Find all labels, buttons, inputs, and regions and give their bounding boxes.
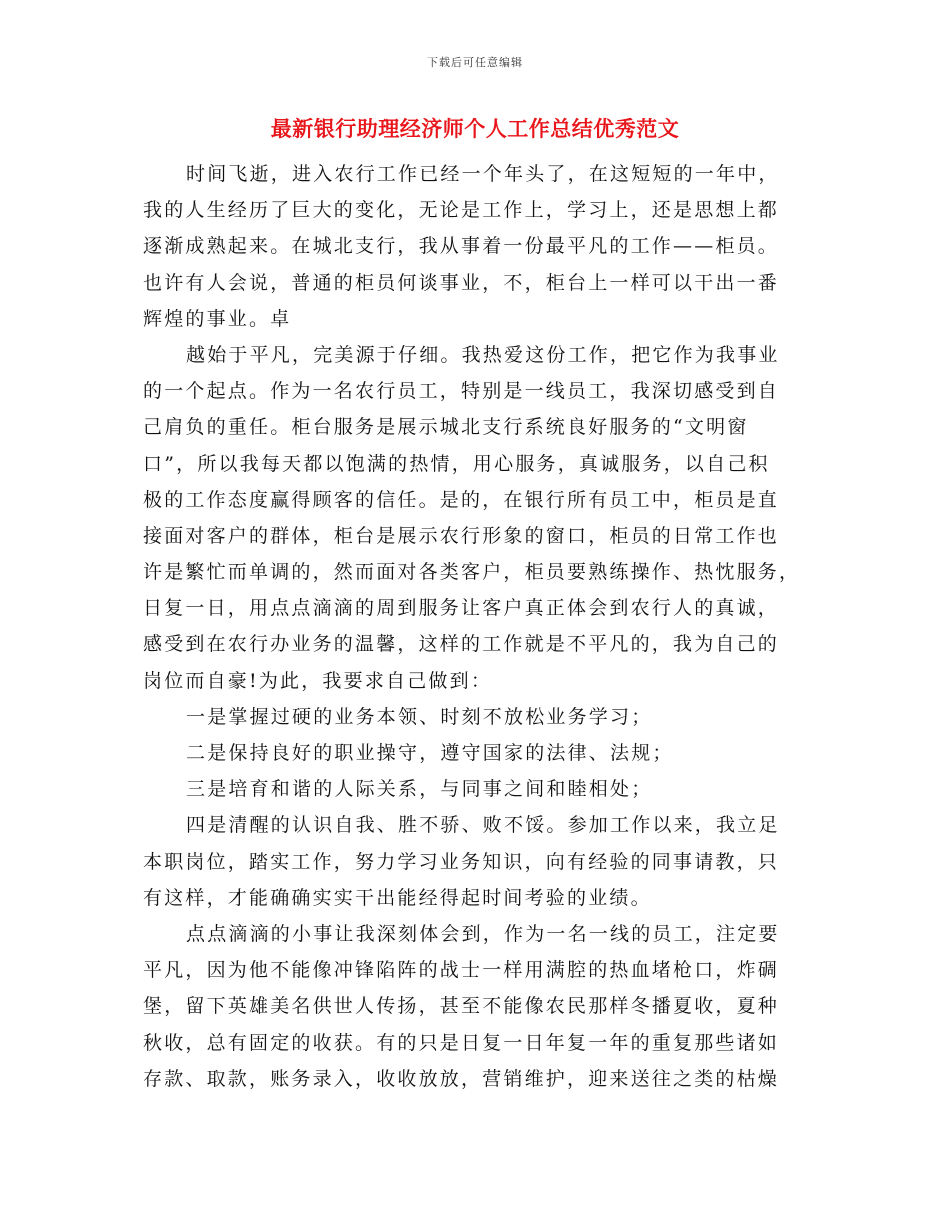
body-text-line: 秋收，总有固定的收获。有的只是日复一日年复一年的重复那些诸如 bbox=[143, 1031, 780, 1054]
body-text-line: 感受到在农行办业务的温馨，这样的工作就是不平凡的，我为自己的 bbox=[143, 633, 780, 656]
body-text-line: 平凡，因为他不能像冲锋陷阵的战士一样用满腔的热血堵枪口，炸碉 bbox=[143, 959, 780, 982]
document-title: 最新银行助理经济师个人工作总结优秀范文 bbox=[270, 117, 680, 141]
body-text-line: 岗位而自豪!为此，我要求自己做到： bbox=[143, 669, 493, 692]
body-text-line: 三是培育和谐的人际关系，与同事之间和睦相处； bbox=[186, 778, 653, 801]
body-text-line: 堡，留下英雄美名供世人传扬，甚至不能像农民那样冬播夏收，夏种 bbox=[143, 995, 780, 1018]
document-body bbox=[143, 156, 801, 1097]
body-text-line: 辉煌的事业。卓 bbox=[143, 307, 292, 330]
body-text-line: 时间飞逝，进入农行工作已经一个年头了，在这短短的一年中， bbox=[186, 163, 780, 185]
body-text-line: 本职岗位，踏实工作，努力学习业务知识，向有经验的同事请教，只 bbox=[143, 850, 780, 873]
header-note: 下载后可任意编辑 bbox=[427, 56, 523, 69]
body-text-line: 日复一日，用点点滴滴的周到服务让客户真正体会到农行人的真诚， bbox=[143, 597, 780, 620]
body-text-line: 点点滴滴的小事让我深刻体会到，作为一名一线的员工，注定要 bbox=[186, 922, 780, 945]
body-text-line: 我的人生经历了巨大的变化，无论是工作上，学习上，还是思想上都 bbox=[143, 199, 780, 222]
body-text-line: 己肩负的重任。柜台服务是展示城北支行系统良好服务的“文明窗 bbox=[143, 416, 749, 439]
body-text-line: 一是掌握过硬的业务本领、时刻不放松业务学习； bbox=[186, 705, 653, 728]
body-text-line: 的一个起点。作为一名农行员工，特别是一线员工，我深切感受到自 bbox=[143, 380, 780, 403]
body-text-line: 越始于平凡，完美源于仔细。我热爱这份工作，把它作为我事业 bbox=[186, 343, 780, 366]
body-text-line: 有这样，才能确确实实干出能经得起时间考验的业绩。 bbox=[143, 886, 652, 909]
body-text-line: 二是保持良好的职业操守，遵守国家的法律、法规； bbox=[186, 742, 674, 764]
body-text-line: 接面对客户的群体，柜台是展示农行形象的窗口，柜员的日常工作也 bbox=[143, 524, 780, 547]
body-text-line: 也许有人会说，普通的柜员何谈事业，不，柜台上一样可以干出一番 bbox=[143, 271, 780, 294]
body-text-line: 四是清醒的认识自我、胜不骄、败不馁。参加工作以来，我立足 bbox=[186, 814, 780, 837]
body-text-line: 存款、取款，账务录入，收收放放，营销维护，迎来送往之类的枯燥 bbox=[143, 1067, 780, 1090]
body-text-line: 许是繁忙而单调的，然而面对各类客户，柜员要熟练操作、热忱服务， bbox=[143, 561, 801, 584]
body-text-line: 逐渐成熟起来。在城北支行，我从事着一份最平凡的工作——柜员。 bbox=[143, 235, 780, 258]
body-text-line: 口”，所以我每天都以饱满的热情，用心服务，真诚服务，以自己积 bbox=[143, 452, 770, 475]
body-text-line: 极的工作态度赢得顾客的信任。是的，在银行所有员工中，柜员是直 bbox=[143, 488, 780, 511]
